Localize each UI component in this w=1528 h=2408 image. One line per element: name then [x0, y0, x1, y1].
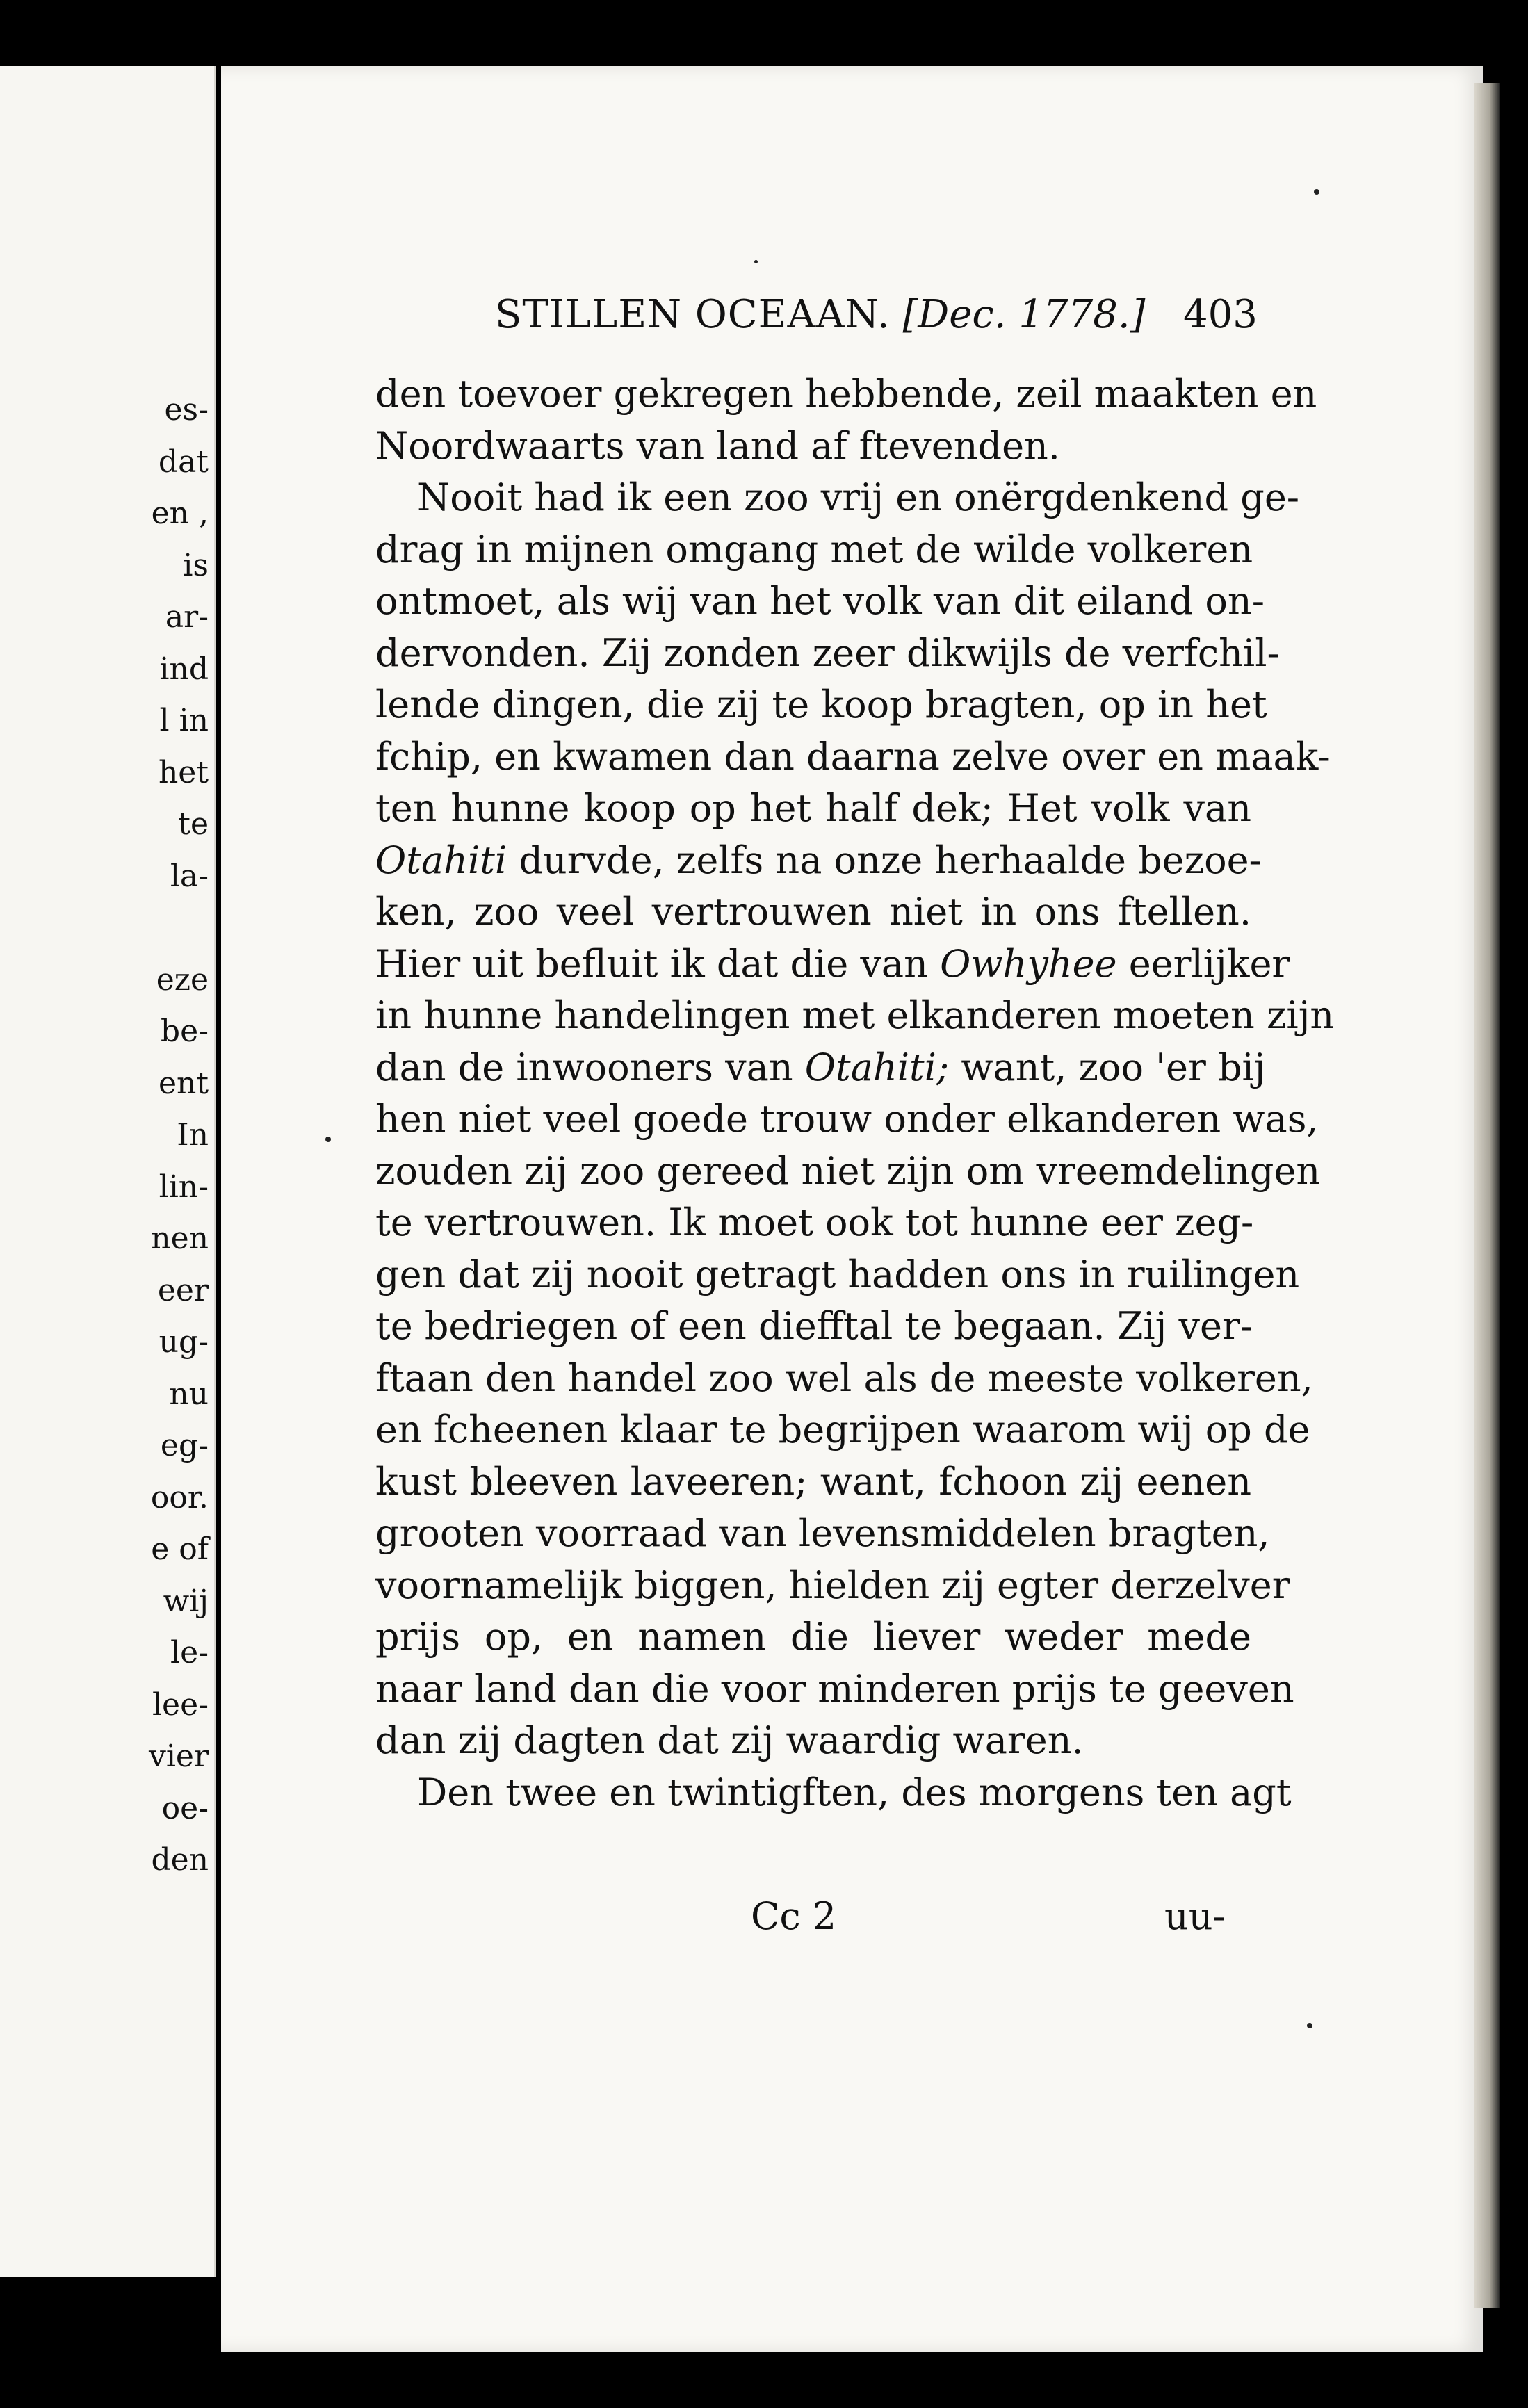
text-line	[375, 835, 1262, 887]
text-line: fchip, en kwamen dan daarna zelve over en maak-	[375, 734, 1331, 779]
previous-page-edge	[0, 66, 216, 2277]
header-date: [Dec. 1778.]	[902, 292, 1146, 337]
text-line: lende dingen, die zij te koop bragten, op in het	[375, 683, 1267, 726]
left-page-fragment: oe-	[161, 1790, 209, 1826]
text-line: ten hunne koop op het half dek; Het volk van	[375, 786, 1251, 830]
text-line: zouden zij zoo gereed niet zijn om vreemdelingen	[375, 1148, 1321, 1193]
left-page-fragment: l in	[159, 703, 209, 738]
left-page-fragment: vier	[148, 1739, 209, 1774]
text-line: ftaan den handel zoo wel als de meeste volkeren,	[375, 1356, 1313, 1400]
text-line: voornamelijk biggen, hielden zij egter derzelver	[375, 1563, 1290, 1607]
scan-speck	[1314, 189, 1319, 195]
text-line: in hunne handelingen met elkanderen moeten zijn	[375, 993, 1335, 1037]
left-page-fragment: het	[158, 754, 209, 790]
text-line: dervonden. Zij zonden zeer dikwijls de verfchil-	[375, 631, 1280, 675]
left-page-fragment: den	[151, 1842, 209, 1878]
text-line: kust bleeven laveeren; want, fchoon zij eenen	[375, 1459, 1251, 1504]
left-page-fragment: le-	[170, 1635, 209, 1670]
scan-speck	[325, 1137, 331, 1142]
signature-mark: Cc 2	[751, 1894, 837, 1938]
left-page-fragment: ug-	[159, 1324, 209, 1360]
text-line: te vertrouwen. Ik moet ook tot hunne eer zeg-	[375, 1201, 1254, 1244]
text-run: Hier uit befluit ik dat die van	[375, 941, 941, 986]
text-line	[375, 1042, 1266, 1094]
left-page-fragment: be-	[160, 1014, 209, 1049]
text-line: Nooit had ik een zoo vrij en onërgdenkend ge-	[417, 475, 1300, 519]
text-line: den toevoer gekregen hebbende, zeil maakten en	[375, 372, 1317, 416]
text-run: durvde, zelfs na onze herhaalde bezoe-	[507, 838, 1262, 882]
left-page-fragment: In	[177, 1117, 209, 1153]
text-line: Noordwaarts van land af ftevenden.	[375, 423, 1060, 468]
left-page-fragment: lee-	[152, 1686, 209, 1723]
left-page-fragment: lin-	[159, 1169, 209, 1205]
page-edge-shadow	[1474, 83, 1500, 2308]
text-line: prijs op, en namen die liever weder mede	[375, 1615, 1251, 1659]
left-page-fragment: en ,	[151, 496, 209, 531]
text-run: dan de inwooners van	[375, 1045, 805, 1089]
italic-place-name: Otahiti;	[804, 1045, 950, 1089]
running-header	[495, 292, 1260, 348]
text-line: grooten voorraad van levensmiddelen bragten,	[375, 1511, 1270, 1555]
text-line	[375, 938, 1290, 991]
left-page-fragment: te	[178, 806, 209, 842]
left-page-fragment: eze	[156, 961, 209, 998]
left-page-fragment: wij	[163, 1583, 209, 1619]
text-line: gen dat zij nooit getragt hadden ons in ruilingen	[375, 1252, 1300, 1296]
text-line: hen niet veel goede trouw onder elkanderen was,	[375, 1097, 1319, 1141]
page-number: 403	[1183, 292, 1258, 337]
body-text	[375, 368, 1335, 1819]
text-line: drag in mijnen omgang met de wilde volkeren	[375, 527, 1253, 571]
left-page-fragment: es-	[164, 392, 209, 428]
text-line: naar land dan die voor minderen prijs te geeven	[375, 1666, 1294, 1711]
left-page-fragment: ent	[158, 1065, 209, 1101]
text-line: te bedriegen of een diefftal te begaan. Zij ver-	[375, 1304, 1253, 1348]
text-line: dan zij dagten dat zij waardig waren.	[375, 1718, 1084, 1762]
text-line: Den twee en twintigften, des morgens ten agt	[417, 1770, 1292, 1814]
left-page-fragment: eg-	[160, 1428, 209, 1463]
scan-speck	[754, 260, 758, 263]
left-page-fragment: ar-	[165, 599, 209, 635]
left-page-fragment: dat	[158, 444, 209, 480]
left-page-fragment: la-	[170, 858, 209, 894]
catchword: uu-	[1164, 1894, 1226, 1938]
left-page-fragment: oor.	[150, 1479, 209, 1515]
left-page-fragment: is	[183, 547, 209, 583]
text-line: ontmoet, als wij van het volk van dit eiland on-	[375, 579, 1265, 623]
left-page-fragment: ind	[159, 651, 209, 687]
running-title: STILLEN OCEAAN.	[495, 292, 891, 337]
left-page-fragment: nu	[169, 1376, 209, 1412]
left-page-fragment: e of	[151, 1531, 209, 1567]
text-run: eerlijker	[1116, 941, 1290, 986]
text-run: want, zoo 'er bij	[949, 1045, 1266, 1089]
italic-place-name: Owhyhee	[940, 941, 1117, 986]
left-page-fragment: eer	[157, 1272, 209, 1308]
scan-speck	[1307, 2023, 1312, 2028]
left-page-fragment: nen	[151, 1221, 209, 1256]
italic-place-name: Otahiti	[375, 838, 507, 882]
text-line: en fcheenen klaar te begrijpen waarom wij op de	[375, 1408, 1310, 1451]
text-line: ken, zoo veel vertrouwen niet in ons ftellen.	[375, 890, 1251, 934]
